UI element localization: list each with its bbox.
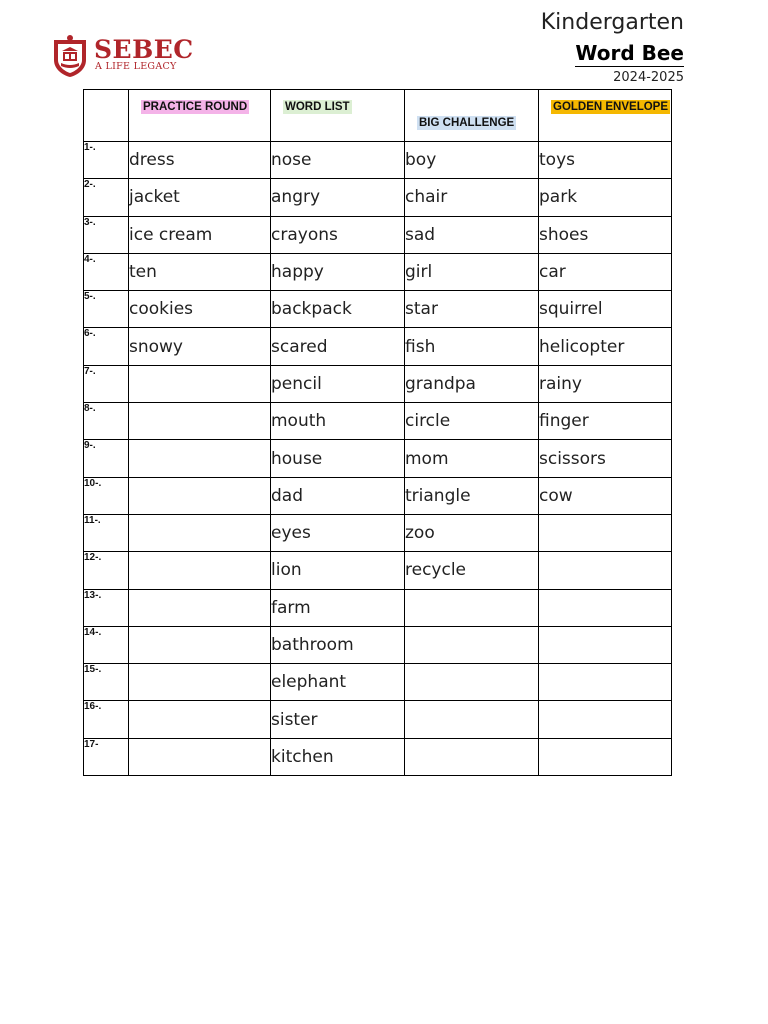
table-row: [84, 291, 672, 328]
word-cell: nose: [271, 142, 405, 179]
word-cell: star: [405, 291, 539, 328]
number-header: [84, 90, 129, 142]
row-number: 9-.: [84, 440, 129, 477]
table-header-row: [84, 90, 672, 142]
column-header-label: PRACTICE ROUND: [143, 101, 248, 113]
school-year: 2024-2025: [613, 70, 684, 85]
word-cell: [539, 701, 672, 738]
word-cell: jacket: [129, 179, 271, 216]
word-cell: eyes: [271, 514, 405, 551]
word-cell: mouth: [271, 403, 405, 440]
column-header-label: GOLDEN ENVELOPE: [553, 101, 669, 113]
table-row: [84, 216, 672, 253]
column-header-label: BIG CHALLENGE: [419, 117, 515, 129]
word-cell: cow: [539, 477, 672, 514]
word-cell: [539, 514, 672, 551]
row-number: 10-.: [84, 477, 129, 514]
row-number: 13-.: [84, 589, 129, 626]
word-cell: [539, 738, 672, 775]
logo-tagline: A LIFE LEGACY: [95, 61, 177, 72]
word-cell: [129, 626, 271, 663]
word-cell: boy: [405, 142, 539, 179]
word-cell: [405, 664, 539, 701]
word-cell: bathroom: [271, 626, 405, 663]
word-cell: finger: [539, 403, 672, 440]
word-cell: [405, 701, 539, 738]
row-number: 5-.: [84, 291, 129, 328]
word-cell: backpack: [271, 291, 405, 328]
word-cell: park: [539, 179, 672, 216]
row-number: 11-.: [84, 514, 129, 551]
word-cell: elephant: [271, 664, 405, 701]
word-cell: pencil: [271, 365, 405, 402]
row-number: 2-.: [84, 179, 129, 216]
column-header: [405, 90, 539, 142]
row-number: 17-: [84, 738, 129, 775]
column-header-label: WORD LIST: [285, 101, 350, 113]
word-cell: crayons: [271, 216, 405, 253]
word-cell: rainy: [539, 365, 672, 402]
row-number: 8-.: [84, 403, 129, 440]
word-cell: kitchen: [271, 738, 405, 775]
sebec-logo: [50, 34, 194, 80]
word-cell: recycle: [405, 552, 539, 589]
column-header: [129, 90, 271, 142]
word-cell: [129, 738, 271, 775]
word-cell: [129, 403, 271, 440]
row-number: 16-.: [84, 701, 129, 738]
page-title: Word Bee: [575, 41, 684, 65]
word-cell: [129, 365, 271, 402]
row-number: 12-.: [84, 552, 129, 589]
column-header: [271, 90, 405, 142]
table-row: [84, 701, 672, 738]
word-cell: happy: [271, 253, 405, 290]
word-cell: [129, 664, 271, 701]
table-row: [84, 738, 672, 775]
word-cell: [129, 440, 271, 477]
word-cell: [129, 477, 271, 514]
word-cell: angry: [271, 179, 405, 216]
word-cell: shoes: [539, 216, 672, 253]
word-cell: circle: [405, 403, 539, 440]
row-number: 6-.: [84, 328, 129, 365]
table-row: [84, 328, 672, 365]
word-cell: house: [271, 440, 405, 477]
word-cell: dad: [271, 477, 405, 514]
word-table: [83, 89, 672, 776]
row-number: 14-.: [84, 626, 129, 663]
word-cell: sad: [405, 216, 539, 253]
logo-wordmark: SEBEC: [94, 35, 194, 64]
word-cell: grandpa: [405, 365, 539, 402]
row-number: 15-.: [84, 664, 129, 701]
word-cell: triangle: [405, 477, 539, 514]
table-row: [84, 142, 672, 179]
table-row: [84, 253, 672, 290]
word-cell: [129, 552, 271, 589]
word-cell: farm: [271, 589, 405, 626]
row-number: 4-.: [84, 253, 129, 290]
word-cell: toys: [539, 142, 672, 179]
table-row: [84, 664, 672, 701]
word-cell: ice cream: [129, 216, 271, 253]
word-cell: [539, 552, 672, 589]
grade-level: Kindergarten: [540, 10, 684, 35]
table-row: [84, 403, 672, 440]
word-cell: [129, 701, 271, 738]
word-cell: [129, 589, 271, 626]
word-cell: cookies: [129, 291, 271, 328]
word-cell: scared: [271, 328, 405, 365]
word-cell: dress: [129, 142, 271, 179]
row-number: 3-.: [84, 216, 129, 253]
column-header: [539, 90, 672, 142]
word-cell: fish: [405, 328, 539, 365]
word-cell: [539, 664, 672, 701]
word-cell: [405, 589, 539, 626]
table-row: [84, 440, 672, 477]
word-cell: [129, 514, 271, 551]
word-cell: scissors: [539, 440, 672, 477]
word-cell: sister: [271, 701, 405, 738]
word-cell: zoo: [405, 514, 539, 551]
word-cell: [405, 626, 539, 663]
word-cell: [539, 589, 672, 626]
row-number: 1-.: [84, 142, 129, 179]
table-row: [84, 552, 672, 589]
word-cell: girl: [405, 253, 539, 290]
word-cell: ten: [129, 253, 271, 290]
word-cell: snowy: [129, 328, 271, 365]
word-cell: lion: [271, 552, 405, 589]
table-row: [84, 365, 672, 402]
row-number: 7-.: [84, 365, 129, 402]
word-cell: mom: [405, 440, 539, 477]
table-row: [84, 626, 672, 663]
word-cell: [539, 626, 672, 663]
word-cell: squirrel: [539, 291, 672, 328]
word-cell: helicopter: [539, 328, 672, 365]
word-cell: car: [539, 253, 672, 290]
table-row: [84, 477, 672, 514]
word-cell: [405, 738, 539, 775]
word-cell: chair: [405, 179, 539, 216]
crest-icon: [50, 34, 90, 78]
table-row: [84, 179, 672, 216]
table-row: [84, 514, 672, 551]
table-row: [84, 589, 672, 626]
